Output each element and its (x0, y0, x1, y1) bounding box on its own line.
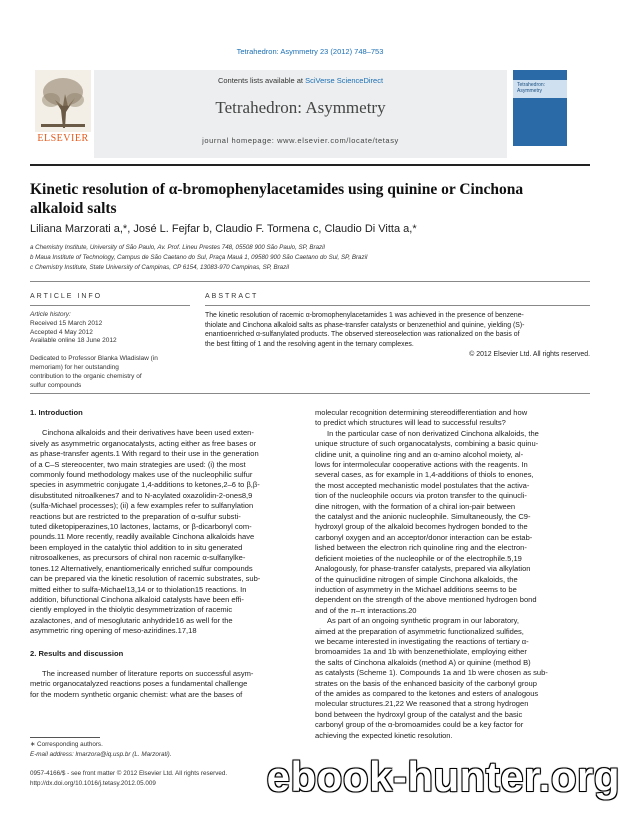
article-history (30, 311, 190, 390)
received-date: Received 15 March 2012 (30, 319, 103, 327)
body-text-line: nitrosoalkenes, as precursors of chiral non racemic α-sulfanylke- (30, 553, 246, 563)
abstract-text (205, 311, 590, 349)
journal-title: Tetrahedron: Asymmetry (215, 98, 386, 117)
article-info-rule (30, 305, 190, 306)
body-text-line: aimed at the preparation of asymmetric functionalized sulfides, (315, 626, 524, 636)
body-text-line: bond between the hydroxyl group of the catalyst and the basic (315, 709, 523, 719)
body-text-line: ciently employed in the thiolytic desymmetrization of racemic (30, 605, 233, 615)
abstract-line: thiolate and Cinchona alkaloid salts as phase-transfer catalysts or benzenethiol and quinine, yielding (S)- (205, 321, 525, 329)
abstract-heading: ABSTRACT (205, 293, 259, 300)
dedication-line: memoriam) for her outstanding (30, 363, 119, 371)
dedication-line: sulfur compounds (30, 381, 82, 389)
right-column (315, 408, 590, 741)
publisher-name: ELSEVIER (37, 133, 89, 144)
section-rule (30, 281, 590, 282)
body-text-line: commonly found methodology makes use of the nucleophilic sulfur (30, 470, 253, 480)
abstract-line: enantioenriched α-sulfanylated products. The observed stereoselection was rationalized on the basis of (205, 331, 520, 339)
journal-citation[interactable]: Tetrahedron: Asymmetry 23 (2012) 748–753 (236, 47, 384, 56)
body-text-line: lows for intermolecular cooperative actions with the reagents. In (315, 460, 528, 470)
online-date: Available online 18 June 2012 (30, 337, 117, 345)
body-text-line: asymmetric ring opening of meso-aziridines.17,18 (30, 626, 197, 636)
footnote-email[interactable]: E-mail address: lmarzora@iq.usp.br (L. Marzorati). (30, 751, 172, 758)
title-line-2: alkaloid salts (30, 200, 117, 217)
body-text-line: for the modern synthetic organic chemist: what are the bases of (30, 689, 243, 699)
body-text-line: azalactones, and of mesoglutaric anhydride16 as well for the (30, 615, 233, 625)
body-text-line: mitted either to sulfa-Michael13,14 or to thiolation15 reactions. In (30, 584, 247, 594)
body-text-line: carbonyl group of the α-bromoamides could be a key factor for (315, 720, 524, 730)
body-text-line: dine nitrogen, with the formation of a chiral ion-pair between (315, 501, 516, 511)
dedication-line: Dedicated to Professor Blanka Wladislaw (in (30, 355, 158, 363)
body-text-line: molecular structures.21,22 We reasoned that a strong hydrogen (315, 699, 529, 709)
body-text-line: species in asymmetric conjugate 1,4-additions to ketones,2–6 to β,β- (30, 480, 260, 490)
body-text-line: of the amides as compared to the ketones and esters of analogous (315, 688, 539, 698)
body-text-line: disubstituted nitroalkenes7 and to N-acylated oxazolidin-2-ones8,9 (30, 490, 253, 500)
body-text-line: several cases, as for example in 1,4-additions of thiols to enones, (315, 470, 534, 480)
body-text-line: metric organocatalyzed reactions poses a fundamental challenge (30, 679, 248, 689)
issn-line: 0957-4166/$ - see front matter © 2012 Elsevier Ltd. All rights reserved. (30, 770, 228, 777)
body-text-line: bromoamides 1a and 1b with benzenethiolate, employing either (315, 647, 527, 657)
body-text-line: carbonyl oxygen and an acceptor/donor interaction can be estab- (315, 532, 533, 542)
abstract-line: the best fitting of 1 and the resolving agent in the ternary complexes. (205, 340, 414, 348)
body-text-line: and of the π–π interactions.20 (315, 605, 417, 615)
cover-subtitle: Asymmetry (517, 88, 542, 94)
body-text-line: can be prepared via the kinetic resolution of racemic substrates, sub- (30, 574, 261, 584)
body-text-line: sively as asymmetric organocatalysts, acting either as free bases or (30, 438, 257, 448)
body-text-line: as catalysts (Scheme 1). Compounds 1a and 1b were chosen as sub- (315, 668, 548, 678)
abstract-rule (205, 305, 590, 306)
history-label: Article history: (30, 311, 71, 318)
body-text-line: The increased number of literature reports on successful asym- (42, 668, 254, 678)
sciencedirect-link[interactable]: SciVerse ScienceDirect (305, 76, 384, 85)
doi-link[interactable]: http://dx.doi.org/10.1016/j.tetasy.2012.05.009 (30, 780, 156, 787)
journal-homepage[interactable]: journal homepage: www.elsevier.com/locate/tetasy (202, 136, 399, 145)
body-text-line: pounds.11 More recently, readily available Cinchona alkaloids have (30, 532, 255, 542)
body-text-line: induction of asymmetry in the Michael additions seems to be (315, 584, 517, 594)
body-text-line: (sulfa-Michael processes); (ii) a few examples refer to sulfanylation (30, 501, 254, 511)
body-text-line: molecular recognition determining stereodifferentiation and how (315, 408, 528, 417)
dedication-line: contribution to the organic chemistry of (30, 372, 142, 380)
body-text-line: tion of the nucleophile occurs via proton transfer to the quinucli- (315, 491, 527, 501)
body-text-line: of the quinuclidine nitrogen of simple Cinchona alkaloids, the (315, 574, 518, 584)
contents-available (94, 76, 507, 85)
article-title (30, 180, 590, 218)
body-text-line: tuted diketopiperazines,10 lactones, lactams, or β-dicarbonyl com- (30, 522, 252, 532)
body-text-line: to predict which structures will lead to successful results? (315, 418, 506, 428)
accepted-date: Accepted 4 May 2012 (30, 328, 93, 336)
body-text-line: deficient moieties of the nucleophile or of the electrophile.5,19 (315, 553, 522, 563)
footnote-author: ∗ Corresponding authors. (30, 741, 103, 748)
body-text-line: As part of an ongoing synthetic program in our laboratory, (327, 616, 519, 626)
title-line-1: Kinetic resolution of α-bromophenylacetamides using quinine or Cinchona (30, 181, 524, 198)
abstract-bottom-rule (30, 393, 590, 394)
body-text-line: achieving the expected kinetic resolution. (315, 730, 453, 740)
article-info-heading: ARTICLE INFO (30, 293, 103, 300)
contents-prefix: Contents lists available at (217, 76, 303, 85)
body-text-line: Cinchona alkaloids and their derivatives have been used exten- (42, 428, 254, 438)
body-text-line: dependent on the strength of the above mentioned hydrogen bond (315, 595, 537, 605)
copyright-notice: © 2012 Elsevier Ltd. All rights reserved. (469, 351, 590, 358)
footnote-rule (30, 737, 100, 738)
results-heading: 2. Results and discussion (30, 648, 124, 658)
body-text-line: the salts of Cinchona alkaloids (method A) or quinine (method B) (315, 657, 531, 667)
body-text-line: the catalyst and the anionic nucleophile. Simultaneously, the C9- (315, 512, 531, 522)
affiliation-b: b Maua Institute of Technology, Campus de São Caetano do Sul, Praça Mauá 1, 09580 900 São Caetano do Sul, SP, Brazil (30, 254, 368, 261)
body-text-line: clidine unit, a quinoline ring and an α-amino alcohol moiety, al- (315, 449, 524, 459)
header-rule (30, 164, 590, 166)
cover-title: Tetrahedron: (517, 82, 546, 88)
abstract-line: The kinetic resolution of racemic α-bromophenylacetamides 1 was achieved in the presence of benzene- (205, 312, 524, 319)
body-text-line: reactions but are restricted to the preparation of α-sulfur substi- (30, 511, 241, 521)
body-text-line: the most accepted mechanistic model postulates that the activa- (315, 480, 530, 490)
affiliation-c: c Chemistry Institute, State University of Campinas, CP 6154, 13083-970 Campinas, SP, Brazil (30, 264, 289, 271)
watermark-text: ebook-hunter.org (266, 753, 620, 800)
body-text-line: lished between the electron rich quinoline ring and the electron- (315, 543, 527, 553)
body-text-line: been employed in the catalytic thiol addition to in situ generated (30, 542, 243, 552)
body-text-line: unique structure of such organocatalysts, combining a basic quinu- (315, 439, 539, 449)
affiliation-a: a Chemistry Institute, University of São Paulo, Av. Prof. Lineu Prestes 748, 05508 900 São Paulo, SP, Brazil (30, 244, 325, 251)
left-column (30, 408, 302, 700)
body-text-line: we became interested in investigating the reactions of tertiary α- (315, 636, 529, 646)
body-text-line: addition, bifunctional Cinchona alkaloid catalysts have been effi- (30, 594, 244, 604)
body-text-line: hydroxyl group of the alkaloid becomes hydrogen bonded to the (315, 522, 528, 532)
body-text-line: strates on the basis of the enhanced basicity of the carbonyl group (315, 678, 537, 688)
body-text-line: as phase-transfer agents.1 With regard to their use in the generation (30, 449, 259, 459)
body-text-line: tones.12 Alternatively, enantiomerically enriched sulfur compounds (30, 563, 253, 573)
author-list: Liliana Marzorati a,*, José L. Fejfar b, Claudio F. Tormena c, Claudio Di Vitta a,* (30, 223, 417, 235)
body-text-line: of a C–S stereocenter, two main strategies are used: (i) the most (30, 459, 246, 469)
intro-heading: 1. Introduction (30, 408, 83, 417)
body-text-line: In the particular case of non derivatized Cinchona alkaloids, the (327, 428, 539, 438)
journal-cover-image (513, 70, 567, 146)
body-text-line: Analogously, for phase-transfer catalysts, prepared via alkylation (315, 564, 531, 574)
